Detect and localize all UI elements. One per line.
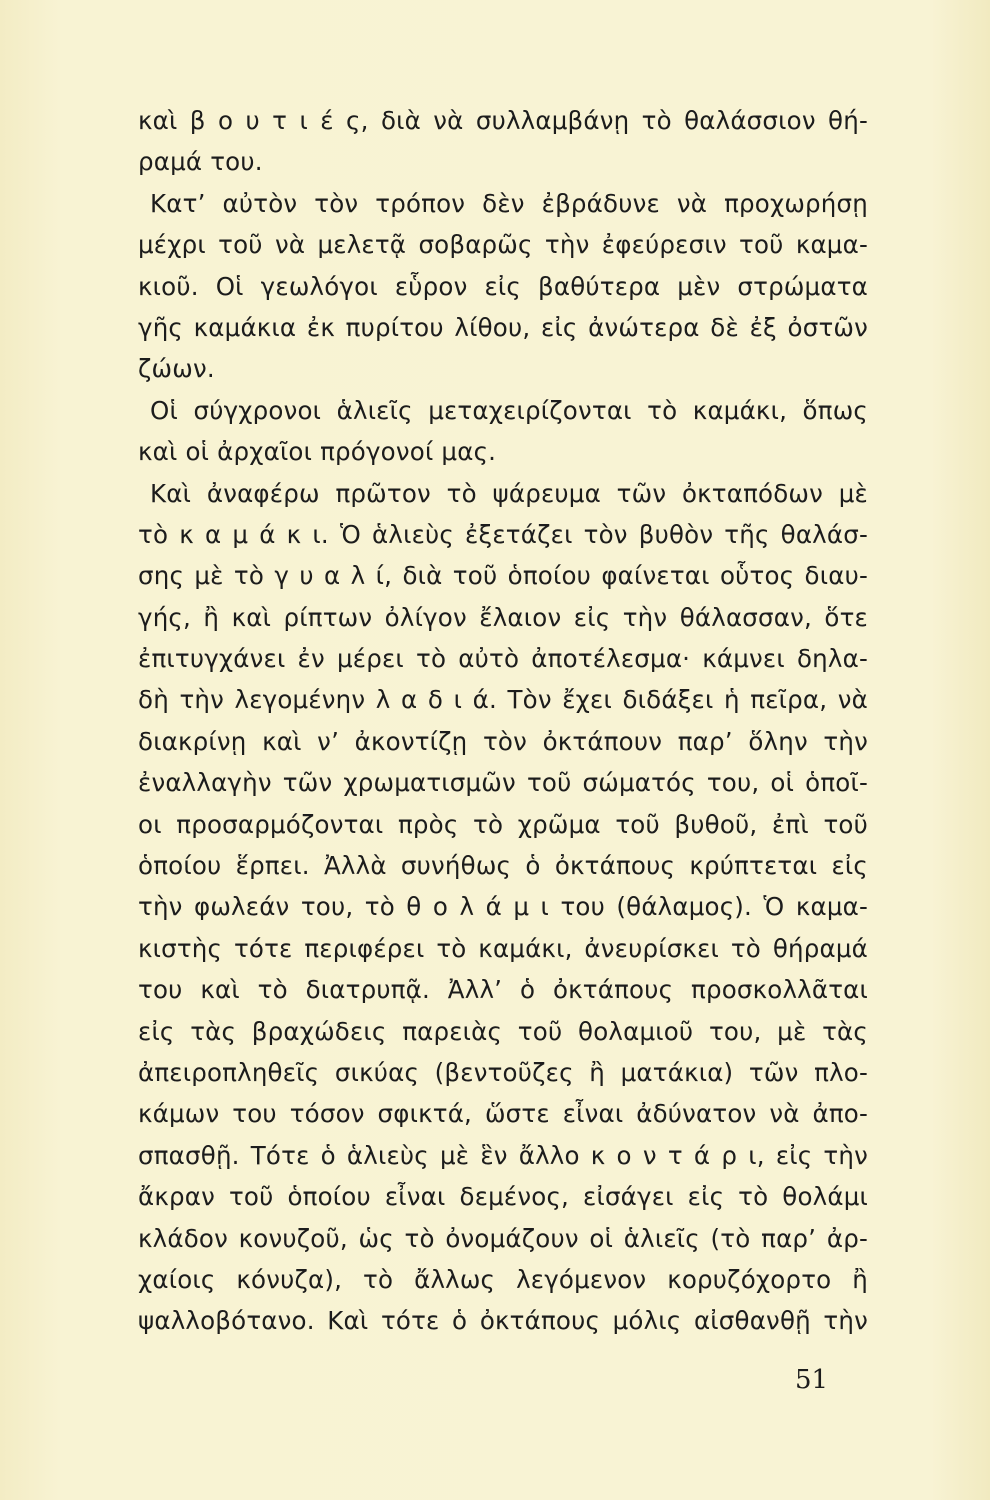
text-line: κλάδον κονυζοῦ, ὡς τὸ ὀνομάζουν οἱ ἁλιεῖς (τὸ παρ’ ἀρ- [138, 1223, 868, 1253]
text-line: ἐναλλαγὴν τῶν χρωματισμῶν τοῦ σώματός του, οἱ ὁποῖ- [138, 768, 868, 798]
text-line: σπασθῇ. Τότε ὁ ἁλιεὺς μὲ ἓν ἄλλο κ ο ν τ ά ρ ι, εἰς τὴν [138, 1140, 868, 1170]
text-line: τὴν φωλεάν του, τὸ θ ο λ ά μ ι του (θάλαμος). Ὁ καμα- [138, 892, 868, 922]
text-line: ἐπιτυγχάνει ἐν μέρει τὸ αὐτὸ ἀποτέλεσμα· κάμνει δηλα- [138, 644, 868, 674]
text-line: καὶ β ο υ τ ι έ ς, διὰ νὰ συλλαμβάνῃ τὸ θαλάσσιον θή- [138, 106, 868, 135]
text-line: γής, ἢ καὶ ρίπτων ὀλίγον ἔλαιον εἰς τὴν θάλασσαν, ὅτε [138, 602, 868, 632]
text-line: ἀπειροπληθεῖς σικύας (βεντοῦζες ἢ ματάκια) τῶν πλο- [138, 1057, 868, 1087]
text-line: ἄκραν τοῦ ὁποίου εἶναι δεμένος, εἰσάγει εἰς τὸ θολάμι [138, 1182, 868, 1212]
text-line: Οἱ σύγχρονοι ἁλιεῖς μεταχειρίζονται τὸ καμάκι, ὅπως [150, 395, 868, 425]
body-text [138, 100, 868, 1342]
text-line: τὸ κ α μ ά κ ι. Ὁ ἁλιεὺς ἐξετάζει τὸν βυθὸν τῆς θαλάσ- [138, 519, 868, 549]
text-line: ψαλλοβότανο. Καὶ τότε ὁ ὀκτάπους μόλις αἰσθανθῇ τὴν [138, 1306, 868, 1336]
text-line: κιστὴς τότε περιφέρει τὸ καμάκι, ἀνευρίσκει τὸ θήραμά [138, 933, 868, 963]
text-line: σης μὲ τὸ γ υ α λ ί, διὰ τοῦ ὁποίου φαίνεται οὗτος διαυ- [138, 561, 868, 591]
text-line: εἰς τὰς βραχώδεις παρειὰς τοῦ θολαμιοῦ του, μὲ τὰς [138, 1016, 868, 1046]
text-line: ζώων. [138, 354, 215, 384]
text-line: ὁποίου ἕρπει. Ἀλλὰ συνήθως ὁ ὀκτάπους κρύπτεται εἰς [138, 851, 868, 881]
text-line: Κατ’ αὐτὸν τὸν τρόπον δὲν ἐβράδυνε νὰ προχωρήσῃ [150, 188, 868, 218]
page-number: 51 [795, 1365, 829, 1395]
text-line: κιοῦ. Οἱ γεωλόγοι εὗρον εἰς βαθύτερα μὲν στρώματα [138, 271, 868, 301]
text-line: μέχρι τοῦ νὰ μελετᾷ σοβαρῶς τὴν ἐφεύρεσιν τοῦ καμα- [138, 230, 868, 260]
text-line: καὶ οἱ ἀρχαῖοι πρόγονοί μας. [138, 437, 497, 467]
text-line: οι προσαρμόζονται πρὸς τὸ χρῶμα τοῦ βυθοῦ, ἐπὶ τοῦ [138, 809, 868, 839]
text-line: δὴ τὴν λεγομένην λ α δ ι ά. Τὸν ἔχει διδάξει ἡ πεῖρα, νὰ [138, 685, 868, 715]
text-line: γῆς καμάκια ἐκ πυρίτου λίθου, εἰς ἀνώτερα δὲ ἐξ ὀστῶν [138, 312, 868, 342]
text-line: ραμά του. [138, 147, 263, 177]
text-line: διακρίνῃ καὶ ν’ ἀκοντίζῃ τὸν ὀκτάπουν παρ’ ὅλην τὴν [138, 726, 868, 756]
text-line: Καὶ ἀναφέρω πρῶτον τὸ ψάρευμα τῶν ὀκταπόδων μὲ [150, 478, 868, 508]
text-line: χαίοις κόνυζα), τὸ ἄλλως λεγόμενον κορυζόχορτο ἢ [138, 1264, 868, 1294]
text-line: κάμων του τόσον σφικτά, ὥστε εἶναι ἀδύνατον νὰ ἀπο- [138, 1099, 868, 1129]
text-line: του καὶ τὸ διατρυπᾷ. Ἀλλ’ ὁ ὀκτάπους προσκολλᾶται [138, 975, 868, 1005]
